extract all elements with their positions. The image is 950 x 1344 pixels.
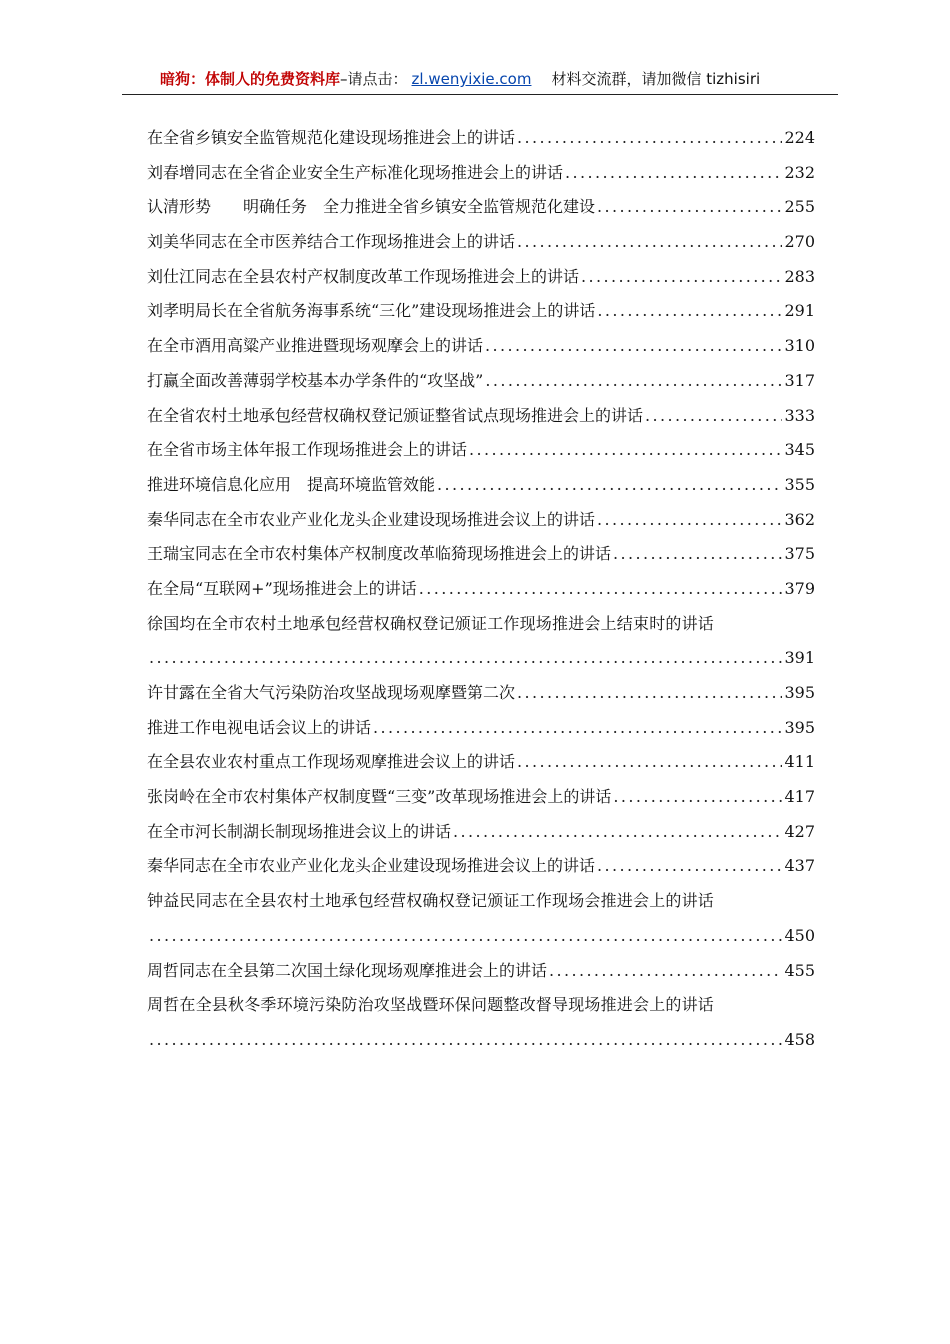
toc-entry-page: 395 [784,717,815,737]
toc-entry-title: 刘春增同志在全省企业安全生产标准化现场推进会上的讲话 [147,162,564,182]
toc-leader-dots [149,641,782,676]
toc-entry-page: 391 [784,648,815,668]
toc-entry[interactable] [147,537,815,572]
toc-leader-dots [517,225,782,260]
header-click-prompt: –请点击： [340,70,408,88]
toc-entry-title: 徐国均在全市农村土地承包经营权确权登记颁证工作现场推进会上结束时的讲话 [147,613,715,633]
toc-entry-page: 379 [784,578,815,598]
toc-entry[interactable] [147,225,815,260]
toc-entry[interactable] [147,849,815,884]
toc-entry-page: 417 [784,787,815,807]
header-brand: 暗狗：体制人的免费资料库 [160,70,341,88]
toc-entry-page: 232 [784,162,815,182]
toc-entry[interactable] [147,121,815,156]
toc-leader-dots [597,294,782,329]
toc-leader-dots [149,1023,782,1058]
toc-entry-page: 270 [784,232,815,252]
toc-entry[interactable] [147,954,815,989]
toc-entry-title: 周哲同志在全县第二次国土绿化现场观摩推进会上的讲话 [147,960,548,980]
toc-entry-title: 刘美华同志在全市医养结合工作现场推进会上的讲话 [147,232,516,252]
toc-entry-page: 437 [784,856,815,876]
toc-leader-dots [149,919,782,954]
header-wechat-note: 材料交流群，请加微信 tizhisiri [551,70,761,88]
toc-leader-dots [565,156,782,191]
toc-entry-page: 375 [784,544,815,564]
toc-entry-page: 317 [784,370,815,390]
toc-leader-dots [419,572,783,607]
toc-entry[interactable] [147,468,815,503]
toc-entry-page: 310 [784,336,815,356]
toc-entry-title: 在全省农村土地承包经营权确权登记颁证整省试点现场推进会上的讲话 [147,405,644,425]
toc-leader-dots [645,399,782,434]
toc-entry-page: 283 [784,266,815,286]
toc-leader-dots [517,745,782,780]
toc-entry[interactable] [147,364,815,399]
toc-leader-dots [453,815,782,850]
toc-entry[interactable] [147,745,815,780]
toc-entry-title: 许甘露在全省大气污染防治攻坚战现场观摩暨第二次 [147,683,516,702]
toc-leader-dots [613,537,782,572]
toc-leader-dots [373,711,782,746]
toc-entry-page: 362 [784,509,815,529]
toc-entry-title: 打赢全面改善薄弱学校基本办学条件的“攻坚战” [147,370,484,390]
toc-entry-page: 450 [784,925,815,945]
toc-leader-dots [437,468,782,503]
table-of-contents [147,121,815,1058]
toc-entry-page: 255 [784,197,815,217]
toc-entry-page: 333 [784,405,815,425]
toc-leader-dots [581,260,782,295]
toc-entry[interactable] [147,190,815,225]
toc-entry-title: 刘孝明局长在全省航务海事系统“三化”建设现场推进会上的讲话 [147,301,596,321]
toc-entry-page: 395 [784,683,815,702]
toc-entry-title: 张岗岭在全市农村集体产权制度暨“三变”改革现场推进会上的讲话 [147,787,612,807]
toc-entry-title: 推进工作电视电话会议上的讲话 [147,717,372,737]
toc-leader-dots [549,954,782,989]
toc-entry-title: 在全县农业农村重点工作现场观摩推进会议上的讲话 [147,752,516,772]
toc-entry-page: 355 [784,474,815,494]
toc-entry[interactable] [147,294,815,329]
toc-entry-title: 秦华同志在全市农业产业化龙头企业建设现场推进会议上的讲话 [147,509,596,529]
toc-entry-title: 认清形势 明确任务 全力推进全省乡镇安全监管规范化建设 [147,197,596,217]
toc-leader-dots [517,676,782,711]
toc-entry[interactable] [147,711,815,746]
toc-entry-title: 王瑞宝同志在全市农村集体产权制度改革临猗现场推进会上的讲话 [147,544,612,564]
toc-leader-dots [517,121,782,156]
toc-entry-page: 345 [784,440,815,460]
toc-entry-title: 周哲在全县秋冬季环境污染防治攻坚战暨环保问题整改督导现场推进会上的讲话 [147,995,715,1015]
toc-entry[interactable] [147,260,815,295]
toc-leader-dots [485,329,782,364]
toc-entry[interactable] [147,676,815,711]
toc-entry[interactable] [147,156,815,191]
toc-entry-page: 411 [784,752,815,772]
toc-entry-page: 291 [784,301,815,321]
toc-entry-title: 秦华同志在全市农业产业化龙头企业建设现场推进会议上的讲话 [147,856,596,876]
toc-entry[interactable] [147,433,815,468]
toc-entry[interactable] [147,572,815,607]
toc-entry-page: 458 [784,1029,815,1049]
toc-entry[interactable] [147,503,815,538]
toc-entry[interactable] [147,815,815,850]
toc-entry-title: 刘仕江同志在全县农村产权制度改革工作现场推进会上的讲话 [147,266,580,286]
toc-entry[interactable] [147,329,815,364]
toc-entry-title: 在全市酒用高粱产业推进暨现场观摩会上的讲话 [147,336,484,356]
toc-leader-dots [597,849,782,884]
toc-entry-title: 在全省乡镇安全监管规范化建设现场推进会上的讲话 [147,128,516,147]
toc-entry-title: 推进环境信息化应用 提高环境监管效能 [147,474,436,494]
toc-entry[interactable] [147,884,815,953]
toc-leader-dots [485,364,782,399]
toc-entry-title: 在全市河长制湖长制现场推进会议上的讲话 [147,821,452,841]
toc-entry[interactable] [147,988,815,1057]
toc-entry-page: 455 [784,960,815,980]
toc-entry-title: 钟益民同志在全县农村土地承包经营权确权登记颁证工作现场会推进会上的讲话 [147,891,715,911]
header-link[interactable]: zl.wenyixie.com [411,70,532,88]
page-header [122,64,838,95]
toc-leader-dots [597,503,782,538]
toc-entry-title: 在全省市场主体年报工作现场推进会上的讲话 [147,440,468,460]
toc-entry[interactable] [147,399,815,434]
toc-entry-page: 427 [784,821,815,841]
toc-leader-dots [469,433,782,468]
toc-entry[interactable] [147,607,815,676]
toc-entry[interactable] [147,780,815,815]
toc-leader-dots [597,190,782,225]
toc-entry-page: 224 [784,128,815,147]
toc-leader-dots [613,780,782,815]
toc-entry-title: 在全局“互联网+”现场推进会上的讲话 [147,578,417,598]
